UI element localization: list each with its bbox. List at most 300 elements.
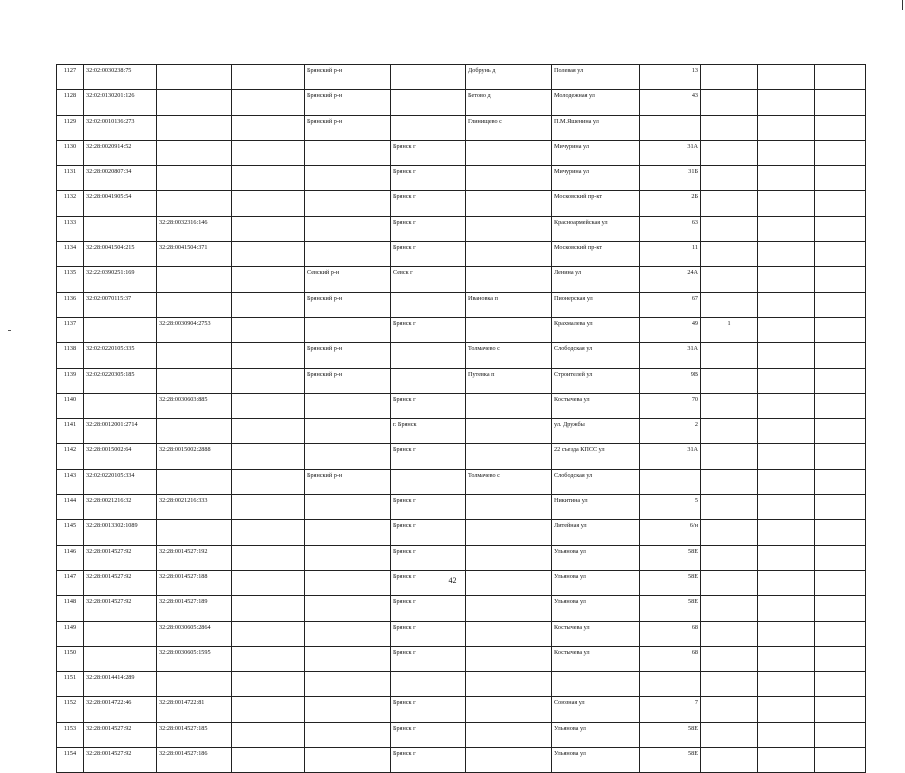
house-number — [640, 469, 701, 494]
empty-cell — [815, 672, 866, 697]
settlement-cell: Путевка п — [466, 368, 552, 393]
city-cell: Брянск г — [391, 495, 466, 520]
empty-cell — [232, 646, 305, 671]
street-cell: Московский пр-кт — [552, 191, 640, 216]
extra-cell — [701, 419, 758, 444]
row-number: 1146 — [57, 545, 84, 570]
city-cell — [391, 115, 466, 140]
empty-cell — [815, 545, 866, 570]
city-cell — [391, 65, 466, 90]
empty-cell — [232, 722, 305, 747]
settlement-cell: Глинищево с — [466, 115, 552, 140]
city-cell: Брянск г — [391, 596, 466, 621]
settlement-cell — [466, 621, 552, 646]
city-cell: Брянск г — [391, 621, 466, 646]
empty-cell — [232, 242, 305, 267]
empty-cell — [232, 267, 305, 292]
table-row — [57, 267, 866, 292]
district-cell — [305, 242, 391, 267]
empty-cell — [232, 748, 305, 773]
city-cell: Брянск г — [391, 520, 466, 545]
cadastral-number: 32:02:0220105:335 — [84, 343, 157, 368]
row-number: 1127 — [57, 65, 84, 90]
table-row — [57, 90, 866, 115]
cadastral-number: 32:28:0020807:34 — [84, 166, 157, 191]
extra-cell — [701, 748, 758, 773]
district-cell: Брянский р-н — [305, 343, 391, 368]
cadastral-number — [84, 216, 157, 241]
empty-cell — [758, 444, 815, 469]
street-cell: Ульянова ул — [552, 545, 640, 570]
city-cell — [391, 368, 466, 393]
street-cell: Мичурина ул — [552, 166, 640, 191]
row-number: 1145 — [57, 520, 84, 545]
house-number: 67 — [640, 292, 701, 317]
empty-cell — [232, 368, 305, 393]
district-cell — [305, 444, 391, 469]
cadastral-number: 32:02:0220105:334 — [84, 469, 157, 494]
row-number: 1148 — [57, 596, 84, 621]
cadastral-number-2 — [157, 520, 232, 545]
table-row — [57, 520, 866, 545]
city-cell: Брянск г — [391, 444, 466, 469]
empty-cell — [815, 368, 866, 393]
cadastral-number-2 — [157, 140, 232, 165]
settlement-cell — [466, 444, 552, 469]
cadastral-number-2 — [157, 292, 232, 317]
house-number: 43 — [640, 90, 701, 115]
row-number: 1150 — [57, 646, 84, 671]
empty-cell — [758, 495, 815, 520]
cadastral-number: 32:28:0014527:92 — [84, 570, 157, 595]
row-number: 1144 — [57, 495, 84, 520]
table-row — [57, 343, 866, 368]
city-cell: Брянск г — [391, 140, 466, 165]
settlement-cell — [466, 748, 552, 773]
district-cell — [305, 722, 391, 747]
extra-cell — [701, 520, 758, 545]
cadastral-number: 32:28:0014527:92 — [84, 596, 157, 621]
empty-cell — [815, 419, 866, 444]
cadastral-number-2 — [157, 191, 232, 216]
street-cell: Литейная ул — [552, 520, 640, 545]
district-cell: Брянский р-н — [305, 90, 391, 115]
extra-cell — [701, 216, 758, 241]
cadastral-number-2: 32:28:0030603:885 — [157, 393, 232, 418]
cadastral-number: 32:28:0021216:32 — [84, 495, 157, 520]
settlement-cell — [466, 216, 552, 241]
cadastral-number-2: 32:28:0030605:2864 — [157, 621, 232, 646]
cadastral-number-2: 32:28:0021216:333 — [157, 495, 232, 520]
extra-cell — [701, 115, 758, 140]
table-row — [57, 419, 866, 444]
district-cell — [305, 520, 391, 545]
house-number: 68 — [640, 621, 701, 646]
city-cell: Брянск г — [391, 216, 466, 241]
settlement-cell — [466, 596, 552, 621]
empty-cell — [758, 166, 815, 191]
empty-cell — [815, 520, 866, 545]
settlement-cell — [466, 267, 552, 292]
settlement-cell — [466, 520, 552, 545]
street-cell: Ульянова ул — [552, 722, 640, 747]
empty-cell — [815, 267, 866, 292]
district-cell — [305, 646, 391, 671]
cadastral-number: 32:28:0014414:289 — [84, 672, 157, 697]
extra-cell: 1 — [701, 317, 758, 342]
table-row — [57, 65, 866, 90]
table-row — [57, 596, 866, 621]
extra-cell — [701, 697, 758, 722]
row-number: 1136 — [57, 292, 84, 317]
table-row — [57, 292, 866, 317]
district-cell — [305, 166, 391, 191]
row-number: 1141 — [57, 419, 84, 444]
city-cell: Севск г — [391, 267, 466, 292]
row-number: 1133 — [57, 216, 84, 241]
empty-cell — [232, 545, 305, 570]
house-number: 2 — [640, 419, 701, 444]
street-cell: ул. Дружбы — [552, 419, 640, 444]
extra-cell — [701, 267, 758, 292]
empty-cell — [815, 495, 866, 520]
empty-cell — [232, 115, 305, 140]
street-cell: Молодежная ул — [552, 90, 640, 115]
settlement-cell: Добрунь д — [466, 65, 552, 90]
settlement-cell — [466, 393, 552, 418]
cadastral-number-2: 32:28:0014527:189 — [157, 596, 232, 621]
empty-cell — [815, 292, 866, 317]
city-cell: Брянск г — [391, 697, 466, 722]
street-cell: Ульянова ул — [552, 570, 640, 595]
house-number — [640, 672, 701, 697]
district-cell: Брянский р-н — [305, 65, 391, 90]
extra-cell — [701, 393, 758, 418]
cadastral-number-2: 32:28:0041504:371 — [157, 242, 232, 267]
empty-cell — [232, 444, 305, 469]
street-cell: П.М.Яшенина ул — [552, 115, 640, 140]
district-cell: Севский р-н — [305, 267, 391, 292]
cadastral-number: 32:22:0390251:169 — [84, 267, 157, 292]
empty-cell — [758, 191, 815, 216]
scan-speck — [8, 330, 11, 331]
row-number: 1149 — [57, 621, 84, 646]
empty-cell — [758, 393, 815, 418]
street-cell: Слободская ул — [552, 343, 640, 368]
cadastral-number: 32:02:0070115:37 — [84, 292, 157, 317]
table-row — [57, 697, 866, 722]
table-row — [57, 242, 866, 267]
city-cell: Брянск г — [391, 317, 466, 342]
empty-cell — [232, 596, 305, 621]
cadastral-number: 32:02:0030238:75 — [84, 65, 157, 90]
cadastral-number — [84, 621, 157, 646]
district-cell — [305, 697, 391, 722]
empty-cell — [815, 216, 866, 241]
empty-cell — [815, 317, 866, 342]
city-cell — [391, 672, 466, 697]
street-cell — [552, 672, 640, 697]
row-number: 1138 — [57, 343, 84, 368]
house-number: 49 — [640, 317, 701, 342]
settlement-cell — [466, 672, 552, 697]
empty-cell — [815, 393, 866, 418]
cadastral-number-2: 32:28:0014527:186 — [157, 748, 232, 773]
extra-cell — [701, 368, 758, 393]
house-number: 11 — [640, 242, 701, 267]
street-cell: Крахмалева ул — [552, 317, 640, 342]
city-cell: Брянск г — [391, 722, 466, 747]
settlement-cell — [466, 545, 552, 570]
cadastral-number-2 — [157, 90, 232, 115]
city-cell — [391, 90, 466, 115]
extra-cell — [701, 166, 758, 191]
house-number: 68 — [640, 646, 701, 671]
city-cell: Брянск г — [391, 545, 466, 570]
empty-cell — [815, 65, 866, 90]
cadastral-number-2 — [157, 672, 232, 697]
district-cell: Брянский р-н — [305, 292, 391, 317]
empty-cell — [758, 90, 815, 115]
table-row — [57, 191, 866, 216]
empty-cell — [815, 191, 866, 216]
street-cell: Костычева ул — [552, 646, 640, 671]
row-number: 1151 — [57, 672, 84, 697]
street-cell: Слободская ул — [552, 469, 640, 494]
table-row — [57, 115, 866, 140]
empty-cell — [815, 469, 866, 494]
row-number: 1139 — [57, 368, 84, 393]
empty-cell — [758, 140, 815, 165]
table-row — [57, 621, 866, 646]
district-cell — [305, 317, 391, 342]
table-row — [57, 216, 866, 241]
settlement-cell — [466, 646, 552, 671]
empty-cell — [758, 621, 815, 646]
house-number: 9В — [640, 368, 701, 393]
cadastral-number-2 — [157, 368, 232, 393]
settlement-cell — [466, 317, 552, 342]
house-number: 31А — [640, 444, 701, 469]
cadastral-number-2: 32:28:0030605:1595 — [157, 646, 232, 671]
empty-cell — [815, 444, 866, 469]
empty-cell — [815, 596, 866, 621]
empty-cell — [758, 343, 815, 368]
empty-cell — [758, 292, 815, 317]
scan-edge-mark — [902, 0, 903, 10]
empty-cell — [758, 520, 815, 545]
empty-cell — [815, 646, 866, 671]
extra-cell — [701, 242, 758, 267]
house-number: 58Е — [640, 722, 701, 747]
street-cell: Ленина ул — [552, 267, 640, 292]
empty-cell — [232, 621, 305, 646]
empty-cell — [232, 520, 305, 545]
district-cell — [305, 393, 391, 418]
extra-cell — [701, 292, 758, 317]
extra-cell — [701, 469, 758, 494]
city-cell: Брянск г — [391, 646, 466, 671]
table-row — [57, 444, 866, 469]
row-number: 1129 — [57, 115, 84, 140]
empty-cell — [232, 90, 305, 115]
settlement-cell: Ивановка п — [466, 292, 552, 317]
empty-cell — [758, 672, 815, 697]
city-cell: Брянск г — [391, 570, 466, 595]
cadastral-number: 32:28:0041905:54 — [84, 191, 157, 216]
extra-cell — [701, 65, 758, 90]
street-cell: 22 съезда КПСС ул — [552, 444, 640, 469]
row-number: 1135 — [57, 267, 84, 292]
empty-cell — [815, 621, 866, 646]
empty-cell — [815, 343, 866, 368]
settlement-cell: Толмачево с — [466, 343, 552, 368]
cadastral-number-2 — [157, 343, 232, 368]
house-number: 31А — [640, 140, 701, 165]
cadastral-number: 32:28:0015002:64 — [84, 444, 157, 469]
street-cell: Мичурина ул — [552, 140, 640, 165]
extra-cell — [701, 495, 758, 520]
house-number: 70 — [640, 393, 701, 418]
extra-cell — [701, 444, 758, 469]
empty-cell — [815, 115, 866, 140]
empty-cell — [758, 368, 815, 393]
settlement-cell — [466, 242, 552, 267]
empty-cell — [232, 166, 305, 191]
empty-cell — [232, 216, 305, 241]
empty-cell — [758, 65, 815, 90]
empty-cell — [758, 419, 815, 444]
register-table — [56, 64, 866, 773]
extra-cell — [701, 90, 758, 115]
empty-cell — [758, 545, 815, 570]
street-cell: Пионерская ул — [552, 292, 640, 317]
house-number: 2Б — [640, 191, 701, 216]
district-cell — [305, 495, 391, 520]
cadastral-number: 32:28:0020914:52 — [84, 140, 157, 165]
settlement-cell — [466, 697, 552, 722]
cadastral-number: 32:28:0013302:1089 — [84, 520, 157, 545]
cadastral-number-2: 32:28:0032316:146 — [157, 216, 232, 241]
district-cell — [305, 621, 391, 646]
table-row — [57, 393, 866, 418]
empty-cell — [815, 166, 866, 191]
empty-cell — [758, 469, 815, 494]
empty-cell — [758, 646, 815, 671]
empty-cell — [815, 697, 866, 722]
table-row — [57, 545, 866, 570]
cadastral-number-2: 32:28:0030904:2753 — [157, 317, 232, 342]
district-cell — [305, 216, 391, 241]
district-cell — [305, 748, 391, 773]
row-number: 1131 — [57, 166, 84, 191]
district-cell: Брянский р-н — [305, 469, 391, 494]
cadastral-number — [84, 317, 157, 342]
cadastral-number: 32:28:0014527:92 — [84, 748, 157, 773]
settlement-cell — [466, 140, 552, 165]
extra-cell — [701, 191, 758, 216]
cadastral-number-2 — [157, 115, 232, 140]
district-cell — [305, 191, 391, 216]
empty-cell — [815, 90, 866, 115]
house-number: 6/н — [640, 520, 701, 545]
settlement-cell — [466, 166, 552, 191]
street-cell: Никитина ул — [552, 495, 640, 520]
empty-cell — [232, 292, 305, 317]
cadastral-number-2: 32:28:0014527:185 — [157, 722, 232, 747]
row-number: 1152 — [57, 697, 84, 722]
empty-cell — [815, 242, 866, 267]
table-row — [57, 495, 866, 520]
house-number: 58Е — [640, 596, 701, 621]
empty-cell — [758, 722, 815, 747]
row-number: 1132 — [57, 191, 84, 216]
street-cell: Костычева ул — [552, 621, 640, 646]
cadastral-number — [84, 646, 157, 671]
cadastral-number: 32:28:0014527:92 — [84, 722, 157, 747]
table-row — [57, 140, 866, 165]
district-cell — [305, 140, 391, 165]
empty-cell — [232, 672, 305, 697]
empty-cell — [758, 596, 815, 621]
settlement-cell — [466, 495, 552, 520]
empty-cell — [232, 65, 305, 90]
street-cell: Строителей ул — [552, 368, 640, 393]
city-cell — [391, 292, 466, 317]
cadastral-number: 32:02:0220305:185 — [84, 368, 157, 393]
district-cell — [305, 672, 391, 697]
city-cell — [391, 469, 466, 494]
extra-cell — [701, 722, 758, 747]
cadastral-number-2: 32:28:0014527:188 — [157, 570, 232, 595]
cadastral-number: 32:28:0012001:2714 — [84, 419, 157, 444]
cadastral-number-2 — [157, 65, 232, 90]
settlement-cell — [466, 722, 552, 747]
row-number: 1153 — [57, 722, 84, 747]
empty-cell — [758, 748, 815, 773]
house-number: 58Е — [640, 570, 701, 595]
street-cell: Полевая ул — [552, 65, 640, 90]
cadastral-number-2: 32:28:0014527:192 — [157, 545, 232, 570]
table-row — [57, 722, 866, 747]
empty-cell — [232, 343, 305, 368]
empty-cell — [758, 216, 815, 241]
empty-cell — [758, 697, 815, 722]
empty-cell — [758, 317, 815, 342]
extra-cell — [701, 545, 758, 570]
empty-cell — [232, 191, 305, 216]
row-number: 1154 — [57, 748, 84, 773]
cadastral-number — [84, 393, 157, 418]
settlement-cell — [466, 191, 552, 216]
city-cell: Брянск г — [391, 191, 466, 216]
house-number: 7 — [640, 697, 701, 722]
settlement-cell: Толмачево с — [466, 469, 552, 494]
table-row — [57, 368, 866, 393]
cadastral-number-2 — [157, 469, 232, 494]
row-number: 1130 — [57, 140, 84, 165]
empty-cell — [758, 267, 815, 292]
page-number: 42 — [448, 576, 457, 585]
extra-cell — [701, 596, 758, 621]
empty-cell — [232, 419, 305, 444]
extra-cell — [701, 646, 758, 671]
row-number: 1137 — [57, 317, 84, 342]
empty-cell — [815, 748, 866, 773]
settlement-cell — [466, 419, 552, 444]
table-row — [57, 469, 866, 494]
city-cell: Брянск г — [391, 393, 466, 418]
